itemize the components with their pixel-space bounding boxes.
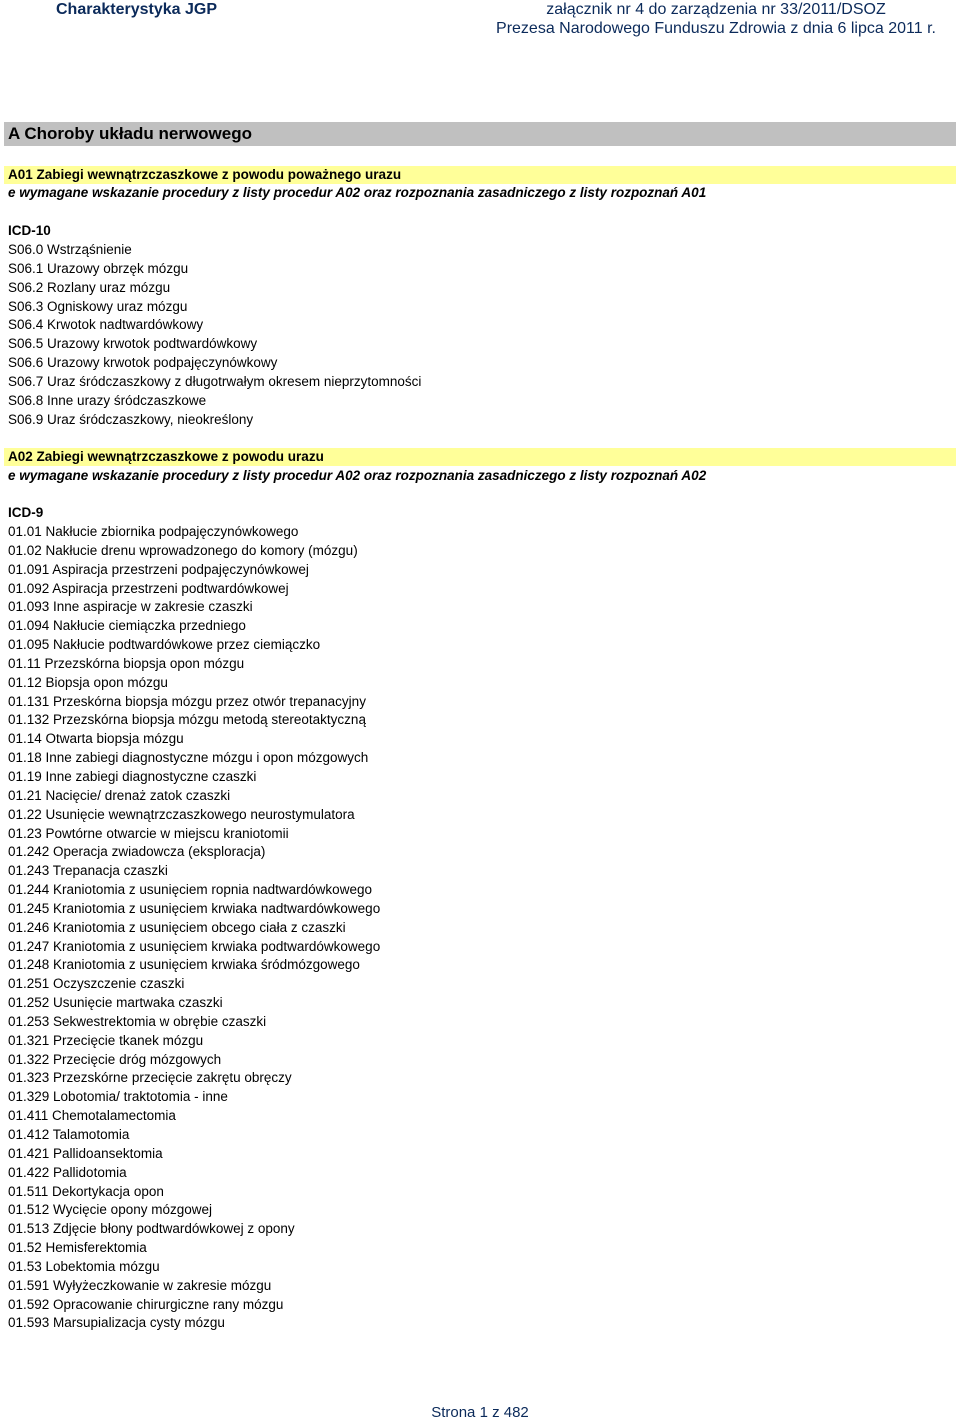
code-item: 01.253 Sekwestrektomia w obrębie czaszki [8,1013,267,1029]
code-item: 01.52 Hemisferektomia [8,1240,147,1256]
regulation-line-2: Prezesa Narodowego Funduszu Zdrowia z dnia 6 lipca 2011 r. [496,19,936,37]
code-item: S06.9 Uraz śródczaszkowy, nieokreślony [8,411,254,427]
group-note-a01: e wymagane wskazanie procedury z listy procedur A02 oraz rozpoznania zasadniczego z listy rozpoznań A01 [8,185,707,200]
code-item: S06.4 Krwotok nadtwardówkowy [8,317,204,333]
code-item: S06.8 Inne urazy śródczaszkowe [8,392,207,408]
code-item: 01.412 Talamotomia [8,1127,130,1142]
code-item: 01.14 Otwarta biopsja mózgu [8,731,184,747]
group-heading-a01: A01 Zabiegi wewnątrzczaszkowe z powodu poważnego urazu [4,166,956,184]
code-item: 01.593 Marsupializacja cysty mózgu [8,1315,225,1331]
code-list-a01 [8,241,421,429]
code-item: 01.511 Dekortykacja opon [8,1183,164,1199]
code-item: 01.01 Nakłucie zbiornika podpajęczynówkowego [8,524,299,539]
code-item: 01.18 Inne zabiegi diagnostyczne mózgu i opon mózgowych [8,750,369,766]
code-item: 01.02 Nakłucie drenu wprowadzonego do komory (mózgu) [8,542,358,558]
code-item: 01.322 Przecięcie dróg mózgowych [8,1051,222,1067]
code-item: 01.422 Pallidotomia [8,1164,127,1180]
code-item: 01.421 Pallidoansektomia [8,1145,163,1161]
regulation-line-1: załącznik nr 4 do zarządzenia nr 33/2011/DSOZ [546,1,886,18]
code-item: 01.094 Nakłucie ciemiączka przedniego [8,618,246,634]
code-item: 01.411 Chemotalamectomia [8,1108,176,1124]
code-item: 01.512 Wycięcie opony mózgowej [8,1202,212,1218]
code-item: 01.11 Przezskórna biopsja opon mózgu [8,655,245,671]
code-item: 01.592 Opracowanie chirurgiczne rany mózgu [8,1296,284,1312]
code-item: 01.092 Aspiracja przestrzeni podtwardówkowej [8,580,289,596]
code-item: 01.53 Lobektomia mózgu [8,1258,160,1274]
code-item: 01.243 Trepanacja czaszki [8,863,168,879]
code-item: 01.321 Przecięcie tkanek mózgu [8,1032,204,1048]
code-item: 01.244 Kraniotomia z usunięciem ropnia nadtwardówkowego [8,882,372,898]
code-item: 01.242 Operacja zwiadowcza (eksploracja) [8,844,266,860]
chapter-heading: A Choroby układu nerwowego [4,122,956,146]
code-item: 01.251 Oczyszczenie czaszki [8,976,185,992]
code-item: 01.22 Usunięcie wewnątrzczaszkowego neurostymulatora [8,806,355,822]
code-item: 01.329 Lobotomia/ traktotomia - inne [8,1089,228,1105]
code-item: 01.131 Przeskórna biopsja mózgu przez otwór trepanacyjny [8,693,366,709]
code-item: 01.21 Nacięcie/ drenaż zatok czaszki [8,787,231,803]
code-item: 01.246 Kraniotomia z usunięciem obcego ciała z czaszki [8,919,346,935]
regulation-reference [486,1,946,38]
code-list-label-icd9: ICD-9 [8,505,44,520]
code-item: 01.132 Przezskórna biopsja mózgu metodą stereotaktyczną [8,712,366,728]
code-item: 01.248 Kraniotomia z usunięciem krwiaka śródmózgowego [8,957,360,973]
code-item: 01.091 Aspiracja przestrzeni podpajęczynówkowej [8,561,309,577]
code-list-a02 [8,523,380,1333]
code-item: S06.5 Urazowy krwotok podtwardówkowy [8,336,258,352]
code-item: 01.323 Przezskórne przecięcie zakrętu obręczy [8,1070,292,1086]
code-item: 01.19 Inne zabiegi diagnostyczne czaszki [8,768,257,784]
code-item: 01.245 Kraniotomia z usunięciem krwiaka nadtwardówkowego [8,900,381,916]
code-item: 01.252 Usunięcie martwaka czaszki [8,995,223,1011]
group-note-a02: e wymagane wskazanie procedury z listy procedur A02 oraz rozpoznania zasadniczego z listy rozpoznań A02 [8,468,707,483]
code-item: S06.1 Urazowy obrzęk mózgu [8,260,189,276]
code-item: S06.7 Uraz śródczaszkowy z długotrwałym okresem nieprzytomności [8,373,422,389]
code-item: 01.23 Powtórne otwarcie w miejscu kraniotomii [8,825,289,841]
code-item: 01.513 Zdjęcie błony podtwardówkowej z opony [8,1221,295,1237]
code-item: 01.12 Biopsja opon mózgu [8,674,168,690]
code-item: 01.093 Inne aspiracje w zakresie czaszki [8,599,253,615]
code-item: 01.247 Kraniotomia z usunięciem krwiaka podtwardówkowego [8,938,381,954]
code-item: S06.6 Urazowy krwotok podpajęczynówkowy [8,355,278,371]
code-item: 01.095 Nakłucie podtwardówkowe przez ciemiączko [8,637,321,653]
code-item: S06.2 Rozlany uraz mózgu [8,279,171,295]
code-item: S06.0 Wstrząśnienie [8,242,132,257]
code-item: S06.3 Ogniskowy uraz mózgu [8,298,188,314]
code-item: 01.591 Wyłyżeczkowanie w zakresie mózgu [8,1277,272,1293]
code-list-label-icd10: ICD-10 [8,223,51,238]
page-number: Strona 1 z 482 [431,1404,529,1421]
document-title: Charakterystyka JGP [56,1,217,18]
group-heading-a02: A02 Zabiegi wewnątrzczaszkowe z powodu urazu [4,448,956,466]
